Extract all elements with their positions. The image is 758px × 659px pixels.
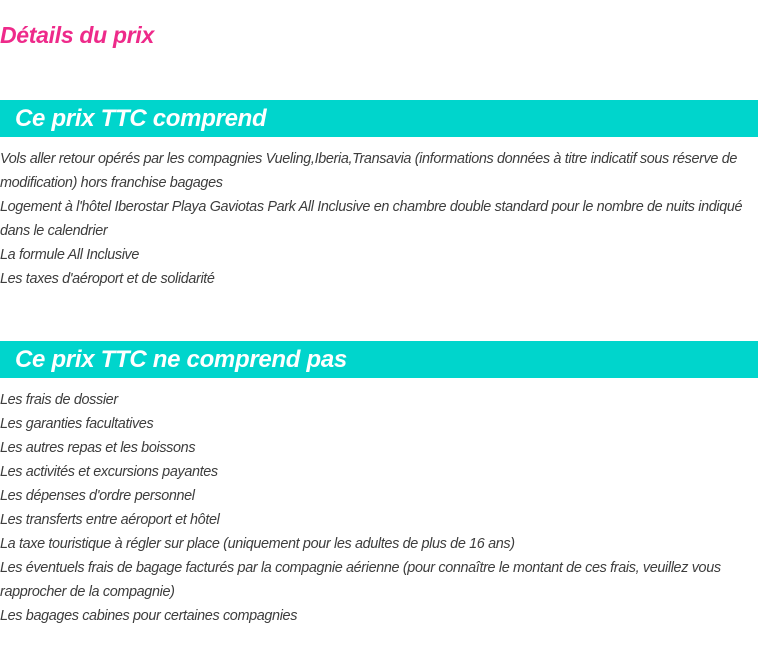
included-section-title: Ce prix TTC comprend (15, 105, 267, 132)
list-item: Vols aller retour opérés par les compagnies Vueling,Iberia,Transavia (informations données à titre indicatif sous réserve de modification) hors franchise bagages (0, 151, 738, 191)
list-item: Les bagages cabines pour certaines compagnies (0, 608, 298, 624)
list-item: Logement à l'hôtel Iberostar Playa Gaviotas Park All Inclusive en chambre double standard pour le nombre de nuits indiqué dans le calendrier (0, 199, 743, 239)
list-item: Les frais de dossier (0, 392, 118, 408)
list-item: Les taxes d'aéroport et de solidarité (0, 271, 215, 287)
included-section-header (0, 100, 758, 137)
list-item: La taxe touristique à régler sur place (uniquement pour les adultes de plus de 16 ans) (0, 536, 515, 552)
list-item: Les autres repas et les boissons (0, 440, 196, 456)
list-item: Les transferts entre aéroport et hôtel (0, 512, 220, 528)
list-item: La formule All Inclusive (0, 247, 140, 263)
list-item: Les dépenses d'ordre personnel (0, 488, 195, 504)
excluded-section-header (0, 341, 758, 378)
page-title: Détails du prix (0, 22, 154, 48)
list-item: Les éventuels frais de bagage facturés par la compagnie aérienne (pour connaître le montant de ces frais, veuillez vous rapprocher de la compagnie) (0, 560, 721, 600)
included-items-list (0, 147, 756, 291)
list-item: Les garanties facultatives (0, 416, 154, 432)
excluded-items-list (0, 388, 756, 628)
excluded-section-title: Ce prix TTC ne comprend pas (15, 346, 347, 373)
list-item: Les activités et excursions payantes (0, 464, 218, 480)
